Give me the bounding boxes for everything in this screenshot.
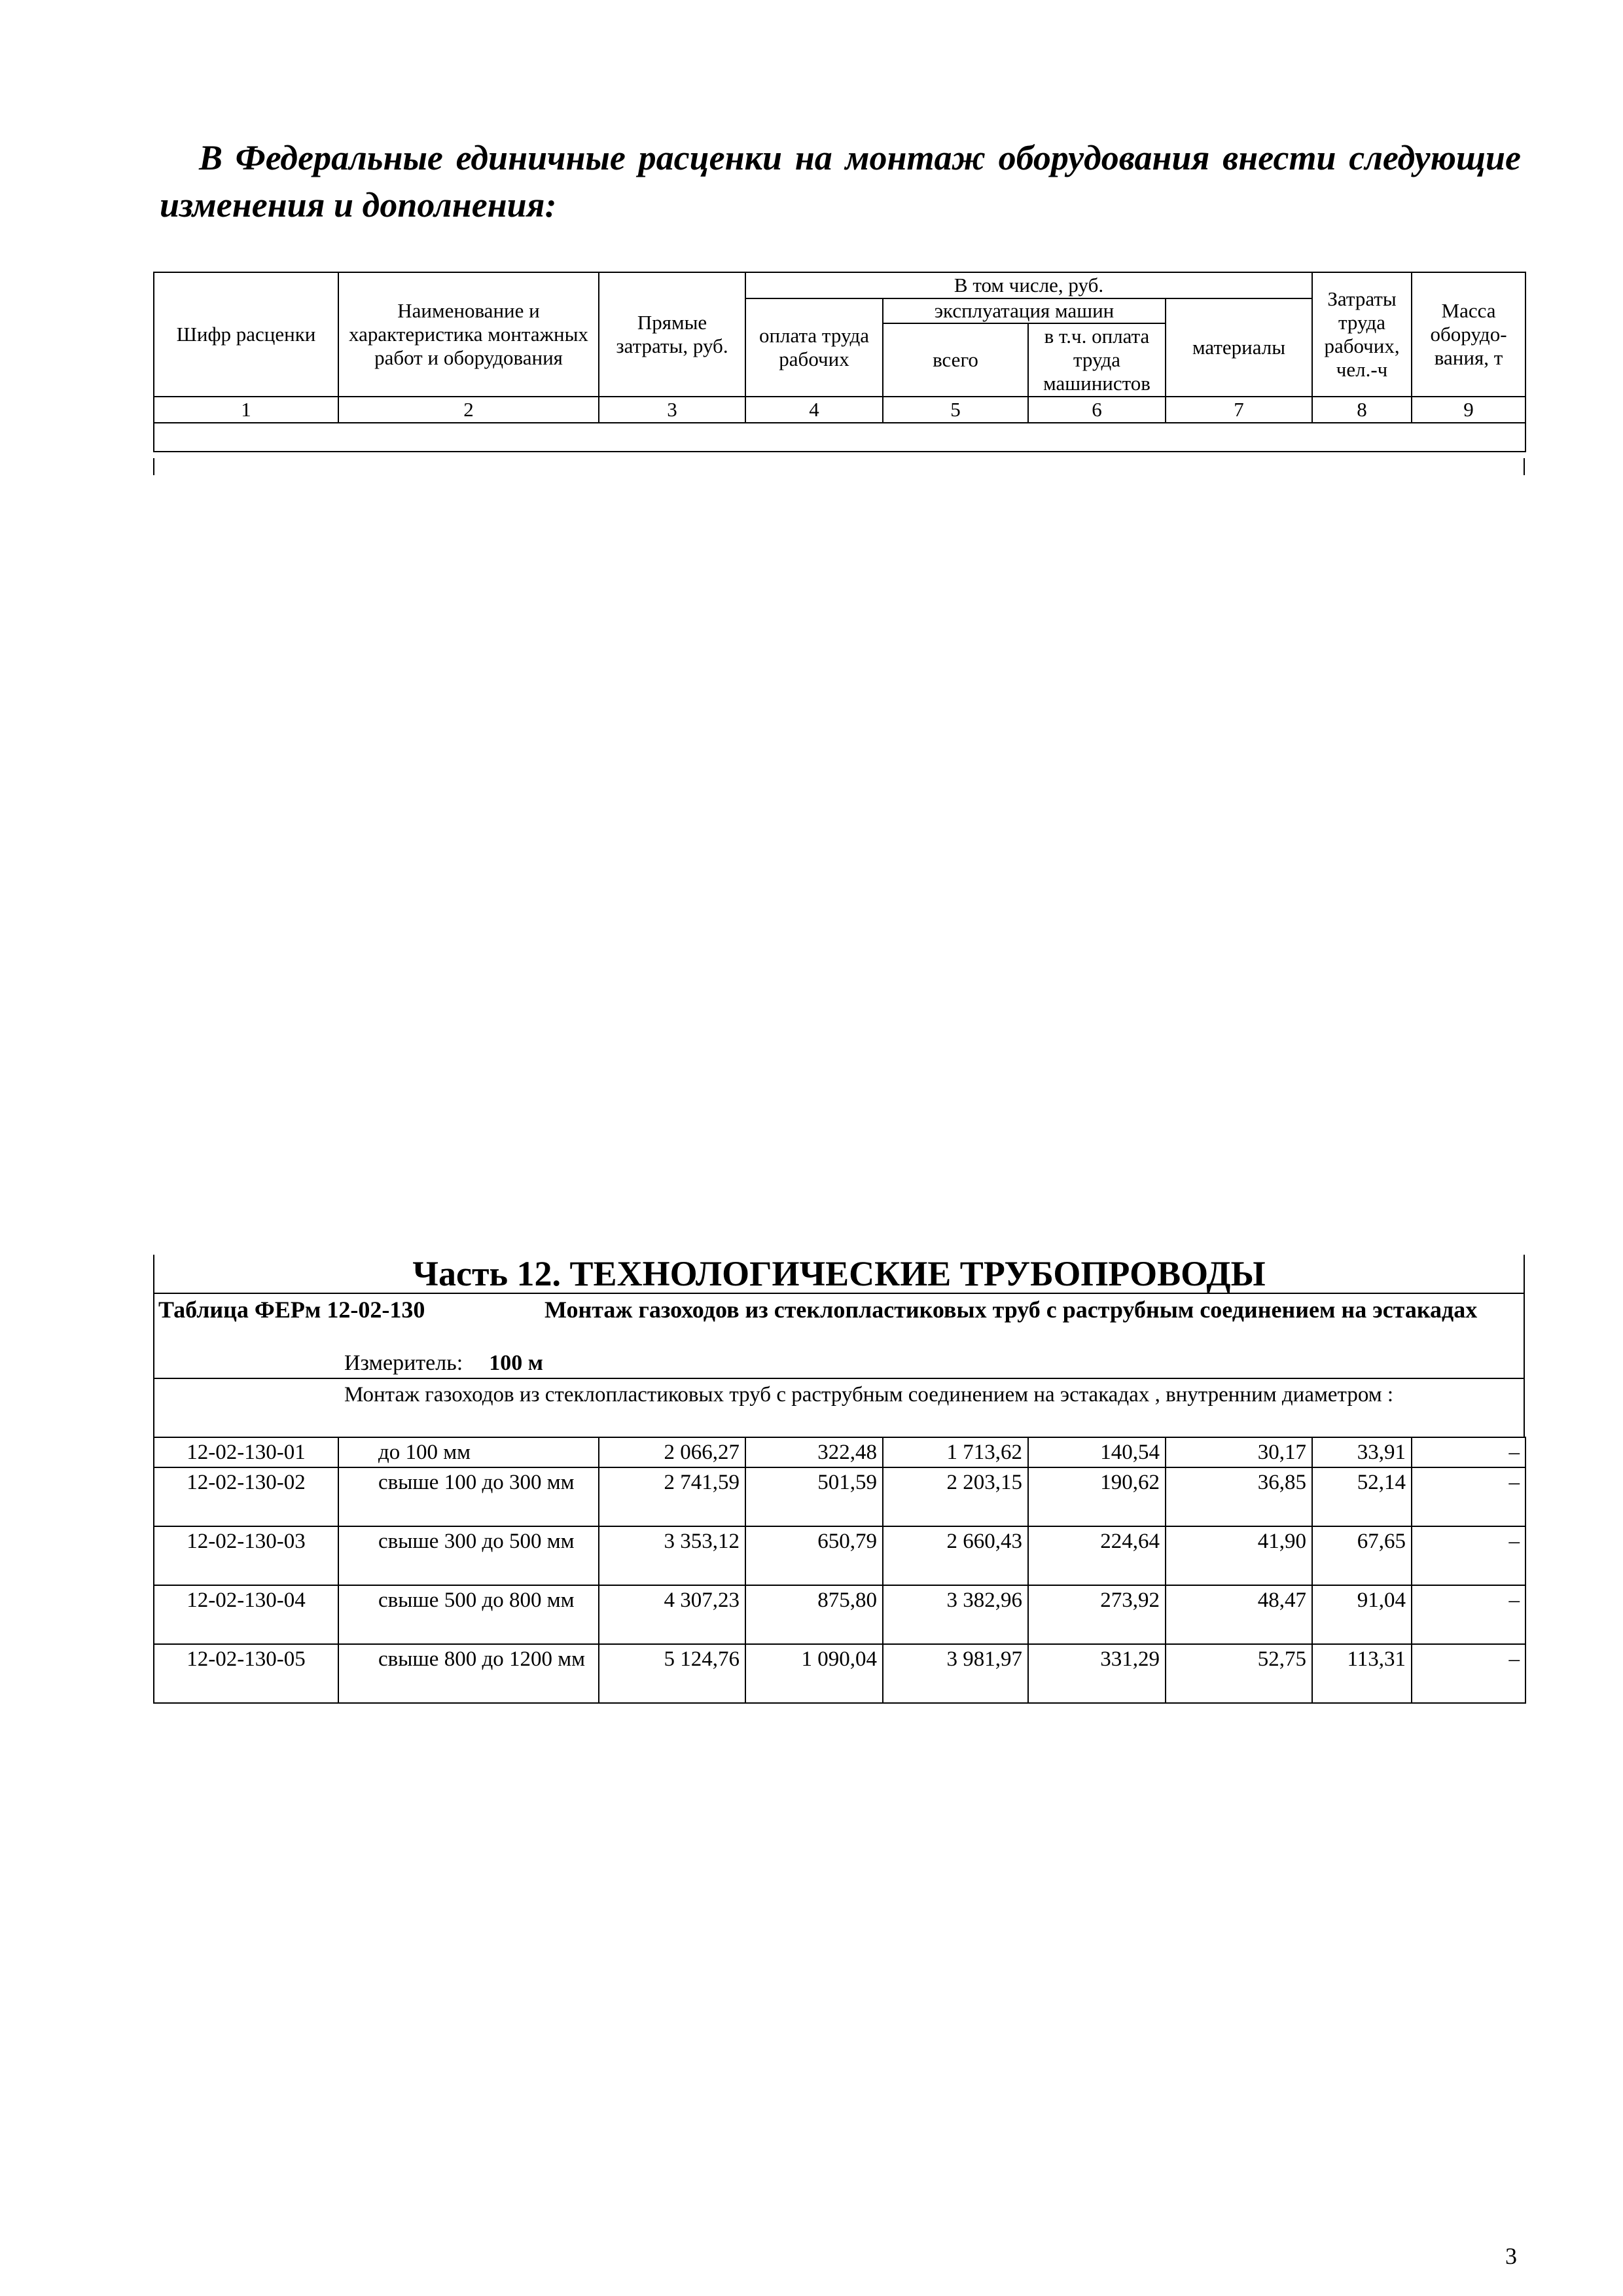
table-row: [154, 1644, 1525, 1703]
table-caption-block: [153, 1293, 1525, 1378]
materials: 48,47: [1166, 1585, 1312, 1644]
rate-code: 12-02-130-03: [154, 1526, 338, 1585]
header-machines-total: всего: [883, 323, 1028, 397]
equipment-mass: –: [1412, 1526, 1525, 1585]
materials: 41,90: [1166, 1526, 1312, 1585]
column-number: 5: [883, 397, 1028, 423]
worker-pay: 650,79: [745, 1526, 883, 1585]
page-heading-text: В Федеральные единичные расценки на монтаж оборудования внести следующие изменения и дополнения:: [160, 138, 1521, 224]
description-text: Монтаж газоходов из стеклопластиковых труб с раструбным соединением на эстакадах , внутренним диаметром :: [344, 1383, 1394, 1407]
rate-name: свыше 800 до 1200 мм: [338, 1644, 599, 1703]
header-labor-hours: Затраты труда рабочих, чел.-ч: [1312, 272, 1412, 397]
labor-hours: 52,14: [1312, 1467, 1412, 1526]
direct-costs: 3 353,12: [599, 1526, 745, 1585]
column-number: 9: [1412, 397, 1525, 423]
meter: [344, 1349, 543, 1378]
rates-rows: [153, 1437, 1526, 1704]
header-including-group: В том числе, руб.: [745, 272, 1312, 298]
operators-pay: 331,29: [1028, 1644, 1166, 1703]
rate-code: 12-02-130-02: [154, 1467, 338, 1526]
table-row: [154, 1437, 1525, 1467]
description-block: [153, 1378, 1525, 1437]
machines-total: 3 981,97: [883, 1644, 1028, 1703]
table-row: [154, 1467, 1525, 1526]
equipment-mass: –: [1412, 1585, 1525, 1644]
worker-pay: 875,80: [745, 1585, 883, 1644]
machines-total: 2 660,43: [883, 1526, 1028, 1585]
rate-name: до 100 мм: [338, 1437, 599, 1467]
header-code: Шифр расценки: [154, 272, 338, 397]
labor-hours: 33,91: [1312, 1437, 1412, 1467]
direct-costs: 2 066,27: [599, 1437, 745, 1467]
table-code: Таблица ФЕРм 12-02-130: [158, 1297, 425, 1323]
table-border-left: [153, 458, 154, 475]
direct-costs: 5 124,76: [599, 1644, 745, 1703]
materials: 36,85: [1166, 1467, 1312, 1526]
column-number: 4: [745, 397, 883, 423]
operators-pay: 140,54: [1028, 1437, 1166, 1467]
table-row: [154, 1585, 1525, 1644]
header-materials: материалы: [1166, 298, 1312, 397]
worker-pay: 501,59: [745, 1467, 883, 1526]
direct-costs: 2 741,59: [599, 1467, 745, 1526]
column-number: 1: [154, 397, 338, 423]
labor-hours: 91,04: [1312, 1585, 1412, 1644]
equipment-mass: –: [1412, 1644, 1525, 1703]
worker-pay: 1 090,04: [745, 1644, 883, 1703]
page-number: 3: [1505, 2243, 1517, 2269]
rate-name: свыше 500 до 800 мм: [338, 1585, 599, 1644]
empty-row: [154, 423, 1525, 452]
rate-code: 12-02-130-04: [154, 1585, 338, 1644]
equipment-mass: –: [1412, 1437, 1525, 1467]
rates-table: [153, 1255, 1525, 1704]
table-name: Монтаж газоходов из стеклопластиковых труб с раструбным соединением на эстакадах: [544, 1297, 1478, 1323]
column-header-table: [153, 272, 1526, 452]
rate-name: свыше 100 до 300 мм: [338, 1467, 599, 1526]
table-row: [154, 1526, 1525, 1585]
part-title: Часть 12. ТЕХНОЛОГИЧЕСКИЕ ТРУБОПРОВОДЫ: [153, 1255, 1525, 1293]
column-number: 8: [1312, 397, 1412, 423]
rate-code: 12-02-130-01: [154, 1437, 338, 1467]
worker-pay: 322,48: [745, 1437, 883, 1467]
header-worker-pay: оплата труда рабочих: [745, 298, 883, 397]
operators-pay: 273,92: [1028, 1585, 1166, 1644]
labor-hours: 113,31: [1312, 1644, 1412, 1703]
materials: 30,17: [1166, 1437, 1312, 1467]
labor-hours: 67,65: [1312, 1526, 1412, 1585]
page-heading: [160, 134, 1521, 228]
column-number: 3: [599, 397, 745, 423]
meter-label: Измеритель:: [344, 1351, 463, 1375]
operators-pay: 224,64: [1028, 1526, 1166, 1585]
header-name: Наименование и характеристика монтажных работ и оборудования: [338, 272, 599, 397]
equipment-mass: –: [1412, 1467, 1525, 1526]
column-number: 2: [338, 397, 599, 423]
machines-total: 3 382,96: [883, 1585, 1028, 1644]
rate-code: 12-02-130-05: [154, 1644, 338, 1703]
materials: 52,75: [1166, 1644, 1312, 1703]
table-border-right: [1524, 458, 1525, 475]
header-direct-costs: Прямые затраты, руб.: [599, 272, 745, 397]
meter-value: 100 м: [489, 1351, 543, 1375]
column-number: 6: [1028, 397, 1166, 423]
header-equipment-mass: Масса оборудо-вания, т: [1412, 272, 1525, 397]
header-machines-group: эксплуатация машин: [883, 298, 1166, 323]
rate-name: свыше 300 до 500 мм: [338, 1526, 599, 1585]
machines-total: 1 713,62: [883, 1437, 1028, 1467]
machines-total: 2 203,15: [883, 1467, 1028, 1526]
header-machine-operators-pay: в т.ч. оплата труда машинистов: [1028, 323, 1166, 397]
operators-pay: 190,62: [1028, 1467, 1166, 1526]
direct-costs: 4 307,23: [599, 1585, 745, 1644]
column-number: 7: [1166, 397, 1312, 423]
